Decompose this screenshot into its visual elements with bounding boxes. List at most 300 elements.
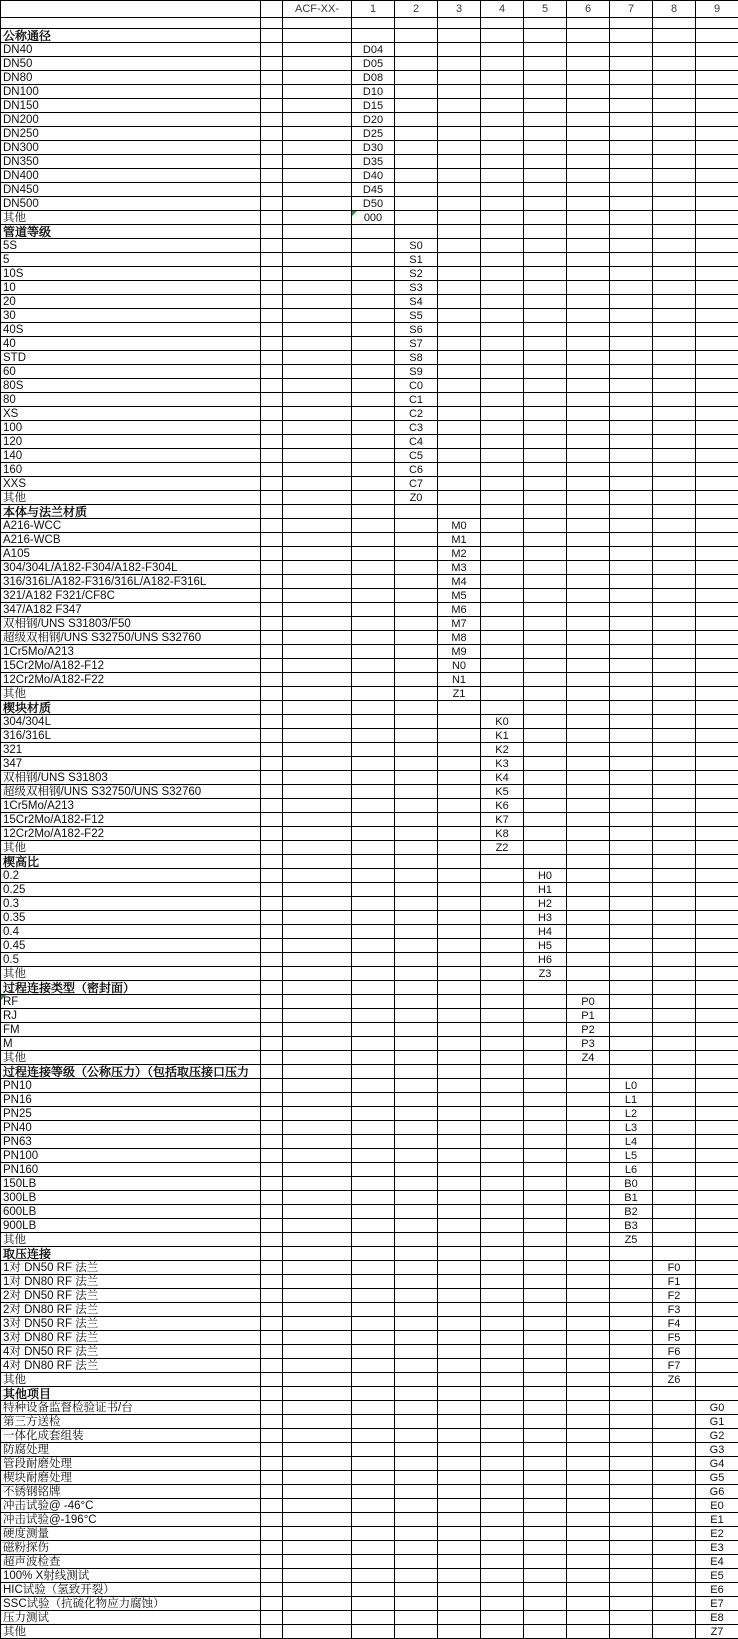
- grid-cell: [283, 995, 352, 1009]
- grid-cell: [524, 1107, 567, 1121]
- grid-cell: [481, 617, 524, 631]
- row-label: 其他: [1, 1625, 261, 1639]
- grid-cell: [481, 393, 524, 407]
- grid-cell: [438, 1317, 481, 1331]
- grid-cell: [524, 29, 567, 43]
- grid-cell: [481, 1359, 524, 1373]
- grid-cell: [395, 1485, 438, 1499]
- grid-cell: [481, 911, 524, 925]
- section-header-row: [1, 505, 738, 519]
- code-cell: M7: [438, 617, 481, 631]
- code-cell: L3: [610, 1121, 653, 1135]
- table-row: [1, 729, 738, 743]
- grid-cell: [352, 1415, 395, 1429]
- grid-cell: [438, 953, 481, 967]
- grid-cell: [567, 953, 610, 967]
- grid-cell: [481, 1345, 524, 1359]
- grid-cell: [438, 1569, 481, 1583]
- grid-cell: [481, 463, 524, 477]
- grid-cell: [653, 435, 696, 449]
- grid-cell: [524, 197, 567, 211]
- grid-cell: [261, 925, 283, 939]
- row-label: DN450: [1, 183, 261, 197]
- grid-cell: [567, 1415, 610, 1429]
- grid-cell: [481, 1415, 524, 1429]
- grid-cell: [438, 1625, 481, 1639]
- grid-cell: [610, 281, 653, 295]
- grid-cell: [352, 897, 395, 911]
- grid-cell: [261, 1289, 283, 1303]
- grid-cell: [395, 981, 438, 995]
- grid-cell: [481, 1023, 524, 1037]
- table-row: [1, 575, 738, 589]
- grid-cell: [261, 1135, 283, 1149]
- grid-cell: [610, 547, 653, 561]
- grid-cell: [653, 701, 696, 715]
- grid-cell: [696, 127, 738, 141]
- grid-cell: [653, 18, 696, 29]
- grid-cell: [283, 71, 352, 85]
- grid-cell: [438, 155, 481, 169]
- row-label: 321: [1, 743, 261, 757]
- grid-cell: [524, 1149, 567, 1163]
- row-label: 其他: [1, 1233, 261, 1247]
- grid-cell: [653, 309, 696, 323]
- row-label: 1对 DN50 RF 法兰: [1, 1261, 261, 1275]
- grid-cell: [352, 1121, 395, 1135]
- grid-cell: [524, 757, 567, 771]
- grid-cell: [395, 701, 438, 715]
- grid-cell: [610, 365, 653, 379]
- grid-cell: [524, 533, 567, 547]
- grid-cell: [261, 407, 283, 421]
- grid-cell: [261, 1415, 283, 1429]
- grid-cell: [261, 1275, 283, 1289]
- grid-cell: [261, 883, 283, 897]
- grid-cell: [524, 799, 567, 813]
- table-row: [1, 85, 738, 99]
- grid-cell: [261, 1079, 283, 1093]
- grid-cell: [395, 883, 438, 897]
- grid-cell: [283, 1037, 352, 1051]
- grid-cell: [481, 239, 524, 253]
- grid-cell: [283, 1121, 352, 1135]
- grid-cell: [283, 729, 352, 743]
- grid-cell: [653, 855, 696, 869]
- table-row: [1, 477, 738, 491]
- grid-cell: [481, 561, 524, 575]
- grid-cell: [610, 379, 653, 393]
- grid-cell: [481, 1569, 524, 1583]
- grid-cell: [696, 43, 738, 57]
- grid-cell: [283, 477, 352, 491]
- grid-cell: [696, 169, 738, 183]
- grid-cell: [352, 477, 395, 491]
- grid-cell: [283, 393, 352, 407]
- row-label: 2对 DN80 RF 法兰: [1, 1303, 261, 1317]
- grid-cell: [481, 71, 524, 85]
- grid-cell: [524, 631, 567, 645]
- grid-cell: [395, 1177, 438, 1191]
- section-header-row: [1, 701, 738, 715]
- grid-cell: [653, 883, 696, 897]
- grid-cell: [653, 71, 696, 85]
- grid-cell: [283, 1261, 352, 1275]
- grid-cell: [696, 799, 738, 813]
- table-row: [1, 1163, 738, 1177]
- grid-cell: [352, 533, 395, 547]
- grid-cell: [261, 225, 283, 239]
- grid-cell: [438, 1107, 481, 1121]
- code-cell: D30: [352, 141, 395, 155]
- grid-cell: [567, 575, 610, 589]
- grid-cell: [261, 533, 283, 547]
- grid-cell: [481, 687, 524, 701]
- grid-cell: [395, 813, 438, 827]
- grid-cell: [395, 841, 438, 855]
- grid-cell: [610, 911, 653, 925]
- grid-cell: [610, 225, 653, 239]
- grid-cell: [352, 1037, 395, 1051]
- grid-cell: [261, 589, 283, 603]
- grid-cell: [261, 771, 283, 785]
- grid-cell: [567, 715, 610, 729]
- grid-cell: [481, 883, 524, 897]
- grid-cell: [653, 85, 696, 99]
- row-label: PN25: [1, 1107, 261, 1121]
- grid-cell: [395, 1275, 438, 1289]
- grid-cell: [696, 407, 738, 421]
- row-label: 10: [1, 281, 261, 295]
- grid-cell: [610, 925, 653, 939]
- grid-cell: [481, 1625, 524, 1639]
- grid-cell: [481, 1093, 524, 1107]
- row-label: DN80: [1, 71, 261, 85]
- grid-cell: [438, 1583, 481, 1597]
- grid-cell: [438, 1163, 481, 1177]
- grid-cell: [653, 1009, 696, 1023]
- grid-cell: [261, 1233, 283, 1247]
- grid-cell: [696, 1345, 738, 1359]
- row-label: 压力测试: [1, 1611, 261, 1625]
- grid-cell: [261, 1485, 283, 1499]
- code-cell: F7: [653, 1359, 696, 1373]
- grid-cell: [696, 281, 738, 295]
- table-row: [1, 519, 738, 533]
- grid-cell: [696, 827, 738, 841]
- grid-cell: [567, 1513, 610, 1527]
- grid-cell: [696, 1065, 738, 1079]
- grid-cell: [567, 183, 610, 197]
- code-cell: S9: [395, 365, 438, 379]
- grid-cell: [567, 925, 610, 939]
- grid-cell: [438, 1415, 481, 1429]
- grid-cell: [653, 99, 696, 113]
- grid-cell: [696, 1135, 738, 1149]
- grid-cell: [481, 1247, 524, 1261]
- grid-cell: [524, 449, 567, 463]
- grid-cell: [261, 1527, 283, 1541]
- table-row: [1, 771, 738, 785]
- grid-cell: [696, 1205, 738, 1219]
- grid-cell: [283, 1415, 352, 1429]
- grid-cell: [567, 43, 610, 57]
- grid-cell: [283, 897, 352, 911]
- grid-cell: [438, 1247, 481, 1261]
- grid-cell: [653, 1191, 696, 1205]
- grid-cell: [438, 1051, 481, 1065]
- grid-cell: [567, 1247, 610, 1261]
- grid-cell: [352, 757, 395, 771]
- grid-cell: [283, 1177, 352, 1191]
- grid-cell: [283, 1289, 352, 1303]
- grid-cell: [395, 1205, 438, 1219]
- grid-cell: [653, 1401, 696, 1415]
- grid-cell: [696, 1247, 738, 1261]
- grid-cell: [438, 491, 481, 505]
- grid-cell: [283, 1499, 352, 1513]
- grid-cell: [261, 1023, 283, 1037]
- row-label: XXS: [1, 477, 261, 491]
- row-label: 30: [1, 309, 261, 323]
- grid-cell: [524, 421, 567, 435]
- grid-cell: [438, 99, 481, 113]
- table-row: [1, 799, 738, 813]
- grid-cell: [524, 379, 567, 393]
- grid-cell: [524, 1555, 567, 1569]
- code-cell: P0: [567, 995, 610, 1009]
- grid-cell: [653, 225, 696, 239]
- grid-cell: [395, 757, 438, 771]
- grid-cell: [283, 673, 352, 687]
- grid-cell: [261, 239, 283, 253]
- table-row: [1, 967, 738, 981]
- table-row: [1, 1583, 738, 1597]
- grid-cell: [438, 85, 481, 99]
- grid-cell: [352, 1219, 395, 1233]
- grid-cell: [261, 1191, 283, 1205]
- empty-spacer-row: [1, 18, 738, 29]
- table-row: [1, 603, 738, 617]
- grid-cell: [261, 715, 283, 729]
- grid-cell: [352, 743, 395, 757]
- grid-cell: [481, 1485, 524, 1499]
- grid-cell: [283, 463, 352, 477]
- grid-cell: [567, 1177, 610, 1191]
- grid-cell: [696, 939, 738, 953]
- grid-cell: [261, 631, 283, 645]
- grid-cell: [653, 29, 696, 43]
- row-label: 1对 DN80 RF 法兰: [1, 1275, 261, 1289]
- grid-cell: [438, 435, 481, 449]
- grid-cell: [283, 547, 352, 561]
- grid-cell: [524, 43, 567, 57]
- grid-cell: [352, 1359, 395, 1373]
- grid-cell: [524, 1401, 567, 1415]
- code-cell: D08: [352, 71, 395, 85]
- grid-cell: [567, 295, 610, 309]
- table-row: [1, 1443, 738, 1457]
- grid-cell: [261, 897, 283, 911]
- row-label: 304/304L/A182-F304/A182-F304L: [1, 561, 261, 575]
- grid-cell: [395, 1429, 438, 1443]
- grid-cell: [395, 953, 438, 967]
- code-cell: Z5: [610, 1233, 653, 1247]
- grid-cell: [283, 911, 352, 925]
- grid-cell: [524, 617, 567, 631]
- grid-cell: [352, 449, 395, 463]
- table-row: [1, 1261, 738, 1275]
- grid-cell: [438, 1541, 481, 1555]
- grid-cell: [395, 519, 438, 533]
- grid-cell: [567, 1149, 610, 1163]
- grid-cell: [395, 561, 438, 575]
- grid-cell: [653, 645, 696, 659]
- row-label: 冲击试验@ -46°C: [1, 1499, 261, 1513]
- grid-cell: [261, 155, 283, 169]
- grid-cell: [567, 1457, 610, 1471]
- grid-cell: [524, 1443, 567, 1457]
- row-label: 80S: [1, 379, 261, 393]
- grid-cell: [283, 435, 352, 449]
- grid-cell: [610, 435, 653, 449]
- grid-cell: [395, 533, 438, 547]
- grid-cell: [438, 743, 481, 757]
- grid-cell: [524, 1023, 567, 1037]
- grid-cell: [352, 911, 395, 925]
- grid-cell: [283, 29, 352, 43]
- row-label: DN250: [1, 127, 261, 141]
- grid-cell: [524, 589, 567, 603]
- grid-cell: [653, 1219, 696, 1233]
- grid-cell: [610, 687, 653, 701]
- grid-cell: [610, 393, 653, 407]
- grid-cell: [610, 869, 653, 883]
- grid-cell: [524, 183, 567, 197]
- grid-cell: [653, 1135, 696, 1149]
- grid-cell: [352, 323, 395, 337]
- grid-cell: [395, 57, 438, 71]
- grid-cell: [283, 1135, 352, 1149]
- grid-cell: [283, 1093, 352, 1107]
- grid-cell: [352, 379, 395, 393]
- table-row: [1, 869, 738, 883]
- grid-cell: [524, 603, 567, 617]
- grid-cell: [610, 57, 653, 71]
- grid-cell: [567, 113, 610, 127]
- grid-cell: [610, 183, 653, 197]
- column-header-cell: 1: [352, 1, 395, 18]
- grid-cell: [696, 561, 738, 575]
- grid-cell: [283, 813, 352, 827]
- code-cell: K5: [481, 785, 524, 799]
- grid-cell: [696, 575, 738, 589]
- grid-cell: [610, 1289, 653, 1303]
- grid-cell: [567, 1135, 610, 1149]
- grid-cell: [696, 1191, 738, 1205]
- grid-cell: [567, 71, 610, 85]
- code-cell: E5: [696, 1569, 738, 1583]
- grid-cell: [261, 1555, 283, 1569]
- grid-cell: [524, 827, 567, 841]
- grid-cell: [653, 981, 696, 995]
- grid-cell: [610, 1429, 653, 1443]
- grid-cell: [438, 169, 481, 183]
- grid-cell: [438, 1471, 481, 1485]
- grid-cell: [395, 85, 438, 99]
- table-row: [1, 911, 738, 925]
- grid-cell: [481, 1457, 524, 1471]
- grid-cell: [696, 1275, 738, 1289]
- grid-cell: [524, 1233, 567, 1247]
- grid-cell: [653, 1023, 696, 1037]
- row-label: 其他: [1, 1373, 261, 1387]
- code-cell: H1: [524, 883, 567, 897]
- grid-cell: [696, 211, 738, 225]
- grid-cell: [610, 1051, 653, 1065]
- code-cell: 000: [352, 211, 395, 225]
- grid-cell: [696, 883, 738, 897]
- code-cell: D05: [352, 57, 395, 71]
- grid-cell: [352, 351, 395, 365]
- grid-cell: [567, 1289, 610, 1303]
- grid-cell: [395, 1513, 438, 1527]
- grid-cell: [395, 1597, 438, 1611]
- grid-cell: [610, 1527, 653, 1541]
- grid-cell: [283, 183, 352, 197]
- grid-cell: [481, 575, 524, 589]
- grid-cell: [261, 1401, 283, 1415]
- table-row: [1, 1415, 738, 1429]
- grid-cell: [481, 1135, 524, 1149]
- grid-cell: [283, 561, 352, 575]
- grid-cell: [567, 981, 610, 995]
- grid-cell: [283, 141, 352, 155]
- grid-cell: [352, 281, 395, 295]
- grid-cell: [395, 1527, 438, 1541]
- grid-cell: [395, 505, 438, 519]
- table-row: [1, 1373, 738, 1387]
- grid-cell: [261, 267, 283, 281]
- grid-cell: [696, 421, 738, 435]
- grid-cell: [481, 295, 524, 309]
- grid-cell: [610, 1401, 653, 1415]
- grid-cell: [395, 785, 438, 799]
- grid-cell: [438, 43, 481, 57]
- grid-cell: [524, 1191, 567, 1205]
- grid-cell: [352, 883, 395, 897]
- grid-cell: [283, 1443, 352, 1457]
- grid-cell: [283, 1009, 352, 1023]
- grid-cell: [261, 547, 283, 561]
- code-cell: M2: [438, 547, 481, 561]
- grid-cell: [653, 127, 696, 141]
- grid-cell: [261, 29, 283, 43]
- row-label: PN40: [1, 1121, 261, 1135]
- grid-cell: [524, 18, 567, 29]
- grid-cell: [696, 393, 738, 407]
- grid-cell: [352, 1471, 395, 1485]
- grid-cell: [283, 1527, 352, 1541]
- row-label: PN63: [1, 1135, 261, 1149]
- grid-cell: [524, 127, 567, 141]
- table-row: [1, 645, 738, 659]
- table-row: [1, 351, 738, 365]
- grid-cell: [524, 141, 567, 155]
- grid-cell: [653, 155, 696, 169]
- grid-cell: [395, 1387, 438, 1401]
- grid-cell: [395, 743, 438, 757]
